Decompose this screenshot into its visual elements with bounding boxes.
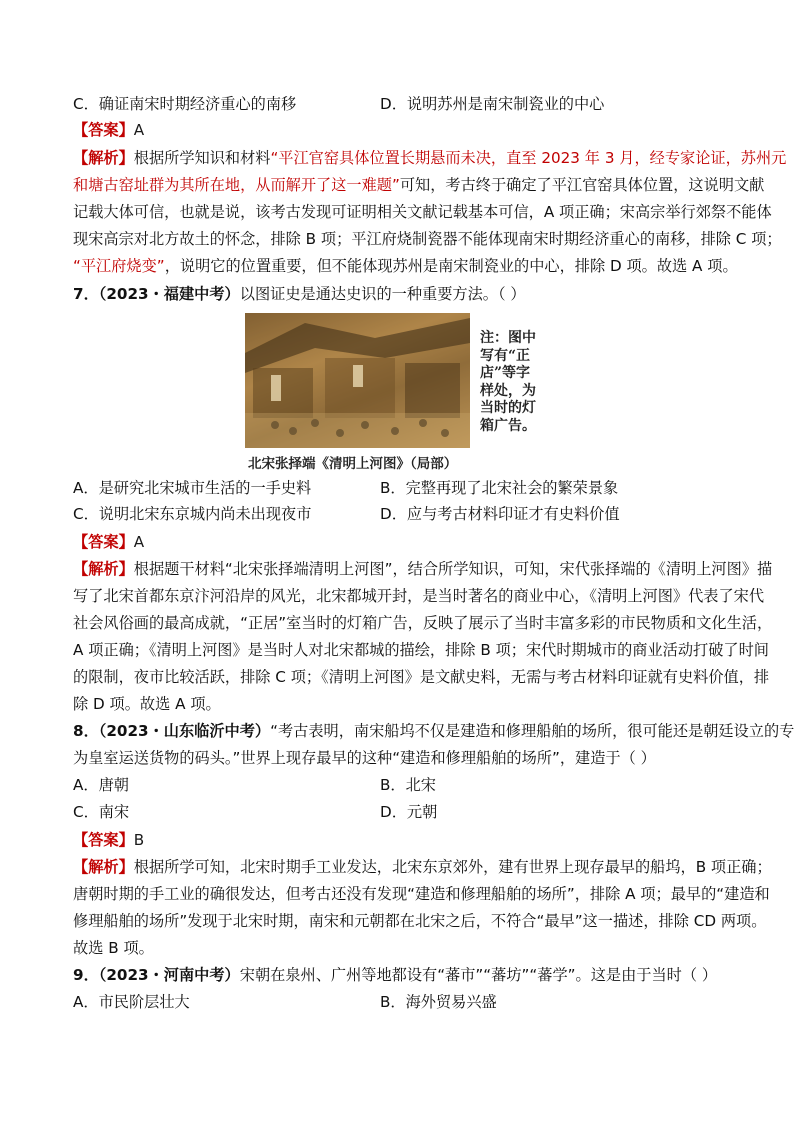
q7-stem: 7．（2023・福建中考）以图证史是通达史识的一种重要方法。（ ） (73, 285, 526, 303)
figure-note: 注：图中 写有“正 店”等字 样处，为 当时的灯 箱广告。 (480, 330, 536, 434)
q6-analysis-line-4: 现宋高宗对北方故土的怀念，排除 B 项；平江府烧制瓷器不能体现南宋时期经济重心的南移，排除 C 项； (73, 230, 782, 248)
q6-answer (73, 120, 794, 140)
q7-analysis-line-4: A 项正确；《清明上河图》是当时人对北宋都城的描绘，排除 B 项；宋代时期城市的商业活动打破了时间 (73, 641, 769, 659)
answer-value: A (133, 121, 145, 139)
q8-analysis-line-4: 故选 B 项。 (73, 939, 154, 957)
q6-analysis-line-2: 和塘古窑址群为其所在地，从而解开了这一难题”可知，考古终于确定了平江官窑具体位置，这说明文献 (73, 176, 765, 194)
q8-option-d: D．元朝 (380, 803, 438, 821)
q7-analysis-line-3: 社会风俗画的最高成就，“正居”室当时的灯箱广告，反映了展示了当时丰富多彩的市民物质和文化生活， (73, 614, 773, 632)
painting-illustration (245, 313, 470, 448)
q9-stem: 9．（2023・河南中考）宋朝在泉州、广州等地都设有“蕃市”“蕃坊”“蕃学”。这是由于当时（ ） (73, 966, 718, 984)
q8-analysis-line-1: 【解析】根据所学可知，北宋时期手工业发达，北宋东京郊外，建有世界上现存最早的船坞，B 项正确； (73, 858, 772, 876)
q7-analysis-line-6: 除 D 项。故选 A 项。 (73, 695, 221, 713)
q8-option-b: B．北宋 (380, 776, 436, 794)
q8-answer: 【答案】B (73, 831, 145, 849)
q8-stem-line-2: 为皇室运送货物的码头。”世界上现存最早的这种“建造和修理船舶的场所”，建造于（ ） (73, 749, 656, 767)
figure-caption: 北宋张择端《清明上河图》（局部） (248, 456, 458, 472)
q8-analysis-line-2: 唐朝时期的手工业的确很发达，但考古还没有发现“建造和修理船舶的场所”，排除 A 项；最早的“建造和 (73, 885, 770, 903)
q7-analysis-line-2: 写了北宋首都东京汴河沿岸的风光，北宋都城开封，是当时著名的商业中心，《清明上河图》代表了宋代 (73, 587, 765, 605)
q8-option-a: A．唐朝 (73, 776, 129, 794)
q8-analysis-line-3: 修理船舶的场所”发现于北宋时期，南宋和元朝都在北宋之后，不符合“最早”这一描述，排除 CD 两项。 (73, 912, 767, 930)
q7-option-c: C．说明北宋东京城内尚未出现夜市 (73, 505, 312, 523)
q7-answer: 【答案】A (73, 533, 145, 551)
q9-option-b: B．海外贸易兴盛 (380, 993, 497, 1011)
q6-analysis-line-3: 记载大体可信，也就是说，该考古发现可证明相关文献记载基本可信，A 项正确；宋高宗举行郊祭不能体 (73, 203, 772, 221)
q8-option-c: C．南宋 (73, 803, 130, 821)
q7-option-b: B．完整再现了北宋社会的繁荣景象 (380, 479, 619, 497)
qingming-painting-image (245, 313, 470, 448)
q6-option-d: D．说明苏州是南宋制瓷业的中心 (380, 95, 605, 113)
q7-analysis-line-5: 的限制，夜市比较活跃，排除 C 项；《清明上河图》是文献史料，无需与考古材料印证就有史料价值，排 (73, 668, 770, 686)
q7-option-d: D．应与考古材料印证才有史料价值 (380, 505, 620, 523)
q6-analysis-line-5: “平江府烧变”，说明它的位置重要，但不能体现苏州是南宋制瓷业的中心，排除 D 项。故选 A 项。 (73, 257, 738, 275)
analysis-label: 【解析】 (73, 149, 134, 167)
q7-option-a: A．是研究北宋城市生活的一手史料 (73, 479, 312, 497)
q9-option-a: A．市民阶层壮大 (73, 993, 190, 1011)
q6-analysis-line-1: 【解析】根据所学知识和材料“平江官窑具体位置长期悬而未决，直至 2023 年 3 月，经专家论证，苏州元 (73, 149, 787, 167)
answer-label: 【答案】 (73, 121, 134, 139)
q7-analysis-line-1: 【解析】根据题干材料“北宋张择端清明上河图”，结合所学知识，可知，宋代张择端的《清明上河图》描 (73, 560, 773, 578)
q6-option-c: C．确证南宋时期经济重心的南移 (73, 95, 297, 113)
q8-stem-line-1: 8．（2023・山东临沂中考）“考古表明，南宋船坞不仅是建造和修理船舶的场所，很可能还是朝廷设立的专 (73, 722, 794, 740)
